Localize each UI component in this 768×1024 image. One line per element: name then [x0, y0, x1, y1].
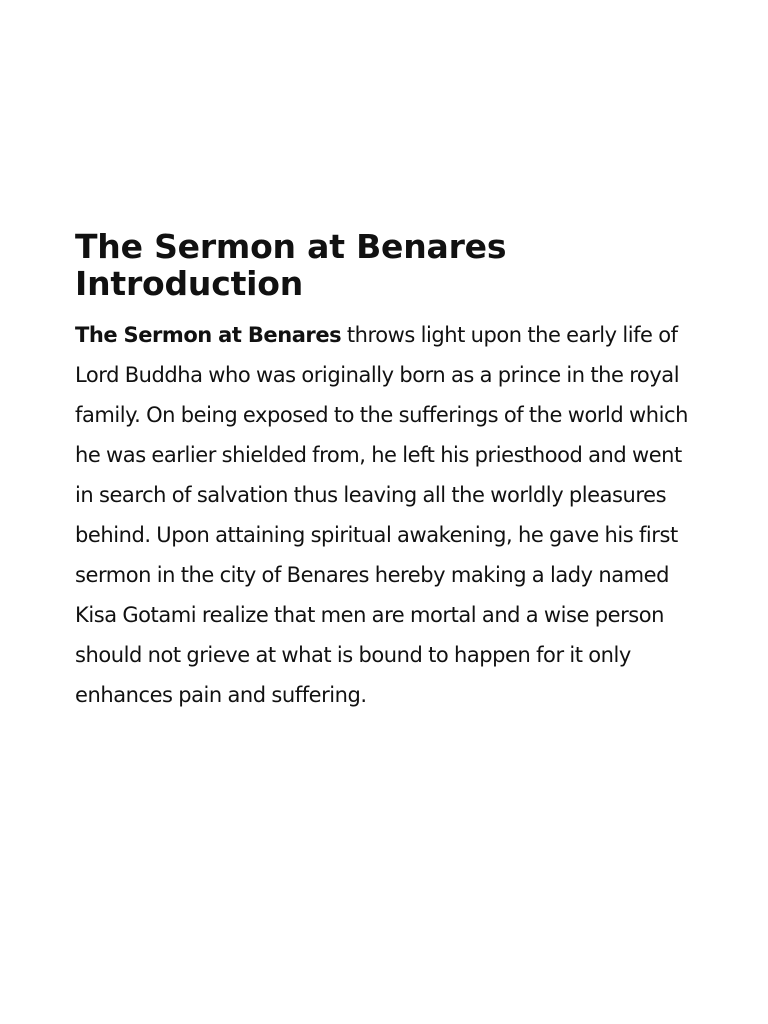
title-line-1: The Sermon at Benares	[75, 227, 507, 266]
lead-bold-text: The Sermon at Benares	[75, 323, 342, 347]
title-line-2: Introduction	[75, 264, 304, 303]
page-title	[75, 228, 698, 302]
intro-paragraph	[75, 315, 698, 715]
paragraph-body-text: throws light upon the early life of Lord Buddha who was originally born as a prince in the royal family. On being exposed to the sufferings of the world which he was earlier shielded from, he left his priesthood and went in search of salvation thus leaving all the worldly pleasures behind. Upon attaining spiritual awakening, he gave his first sermon in the city of Benares hereby making a lady named Kisa Gotami realize that men are mortal and a wise person should not grieve at what is bound to happen for it only enhances pain and suffering.	[75, 323, 688, 707]
